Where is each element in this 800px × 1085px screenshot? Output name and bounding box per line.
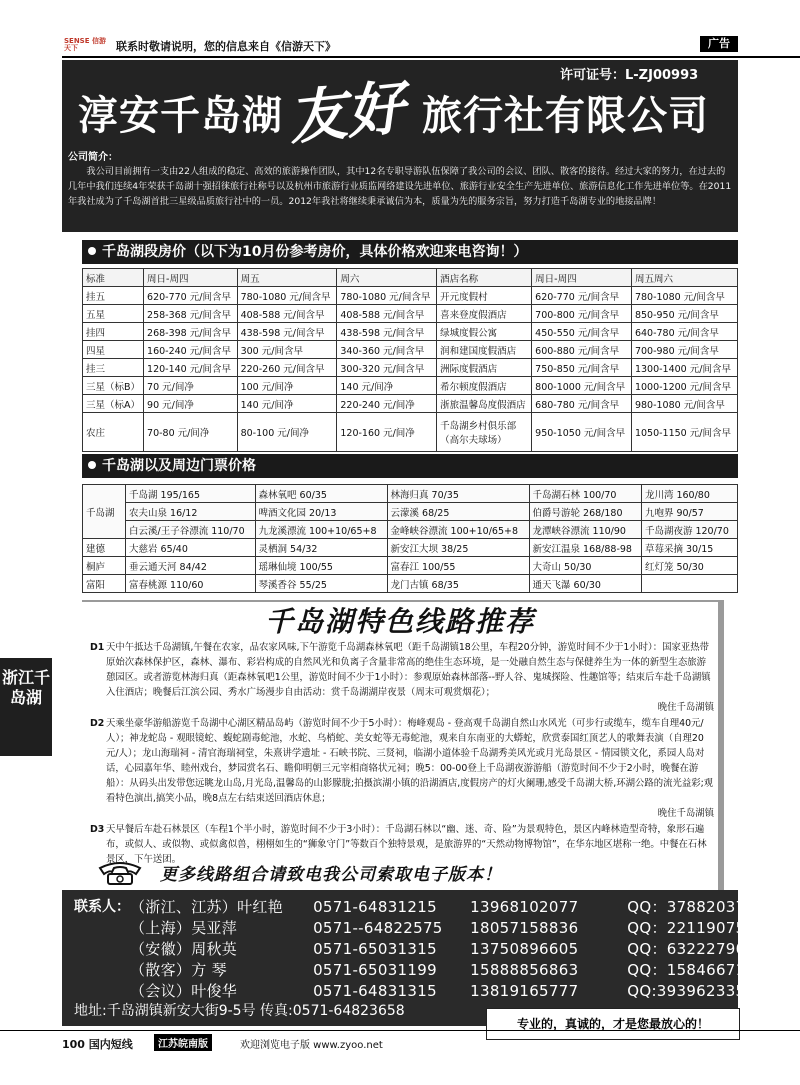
contact-mobile[interactable]: 13750896605 <box>470 940 579 958</box>
table-cell: 408-588 元/间含早 <box>337 305 437 323</box>
contact-person <box>130 938 308 959</box>
route-day-1 <box>90 640 714 715</box>
table-cell: 喜来登度假酒店 <box>437 305 532 323</box>
contact-row <box>130 917 765 938</box>
contact-region: （会议） <box>130 982 192 1000</box>
contact-note: 联系时敬请说明，您的信息来自《信游天下》 <box>116 40 336 53</box>
table-row <box>83 287 738 305</box>
table-cell: 云濛溪 68/25 <box>387 503 529 521</box>
contact-name: 吴亚萍 <box>191 919 238 937</box>
table-cell: 300 元/间含早 <box>237 341 337 359</box>
table-cell: 龙川湾 160/80 <box>641 485 737 503</box>
table-header-cell: 标准 <box>83 269 144 287</box>
contact-qq[interactable]: QQ：378820376 <box>627 898 756 916</box>
table-cell: 438-598 元/间含早 <box>337 323 437 341</box>
table-row <box>83 395 738 413</box>
contact-region: （上海） <box>130 919 192 937</box>
room-price-title: 千岛湖段房价（以下为10月份参考房价，具体价格欢迎来电咨询！） <box>102 244 528 260</box>
contact-qq[interactable]: QQ：2211907542 <box>627 919 766 937</box>
table-cell: 340-360 元/间含早 <box>337 341 437 359</box>
contact-mobile[interactable]: 15888856863 <box>470 961 579 979</box>
ticket-price-table <box>82 484 738 593</box>
table-cell: 1050-1150 元/间含早 <box>631 413 737 452</box>
table-cell: 森林氧吧 60/35 <box>255 485 387 503</box>
routes-list <box>90 640 714 868</box>
table-row <box>83 521 738 539</box>
contact-qq[interactable]: QQ:393962335 <box>627 982 746 1000</box>
table-cell: 1300-1400 元/间含早 <box>631 359 737 377</box>
intro-heading: 公司简介： <box>68 152 118 163</box>
region-sidebar: 浙江千岛湖 <box>0 658 52 756</box>
table-cell: 新安江大坝 38/25 <box>387 539 529 557</box>
table-cell: 红灯笼 50/30 <box>641 557 737 575</box>
table-row <box>83 323 738 341</box>
table-cell: 70 元/间净 <box>144 377 238 395</box>
contact-tel[interactable]: 0571-64831215 <box>313 898 437 916</box>
table-cell: 瑶琳仙境 100/55 <box>255 557 387 575</box>
table-cell: 四星 <box>83 341 144 359</box>
table-row <box>83 557 738 575</box>
table-header-cell: 周六 <box>337 269 437 287</box>
ticket-price-title: 千岛湖以及周边门票价格 <box>102 458 256 474</box>
table-cell: 琴溪香谷 55/25 <box>255 575 387 593</box>
company-slogan: 专业的，真诚的，才是您最放心的！ <box>486 1008 740 1040</box>
contact-region: （浙江、江苏） <box>130 898 238 916</box>
table-cell: 绿城度假公寓 <box>437 323 532 341</box>
table-cell: 70-80 元/间净 <box>144 413 238 452</box>
route-day-label: D2 <box>90 718 105 729</box>
contact-mobile[interactable]: 13819165777 <box>470 982 579 1000</box>
table-cell: 120-160 元/间净 <box>337 413 437 452</box>
table-cell: 780-1080 元/间含早 <box>631 287 737 305</box>
table-cell: 1000-1200 元/间含早 <box>631 377 737 395</box>
table-cell: 大奇山 50/30 <box>529 557 641 575</box>
table-cell: 680-780 元/间含早 <box>532 395 632 413</box>
route-day-label: D1 <box>90 642 105 653</box>
route-stay: 晚住千岛湖镇 <box>657 808 714 819</box>
table-cell: 750-850 元/间含早 <box>532 359 632 377</box>
table-cell: 620-770 元/间含早 <box>532 287 632 305</box>
edition-badge: 江苏皖南版 <box>154 1034 212 1051</box>
route-text: 天中午抵达千岛湖镇,午餐在农家，品农家风味,下午游览千岛湖森林氧吧（距千岛湖镇18公里，车程20分钟，游览时间不少于1小时）：国家亚热带原始次森林保护区，森林、瀑布、彩岩构成的自然风光和负离子含量非常高的绝佳生态环境，是一处融自然生态与保健养生为一体的新型生态旅游憩园区。或者游览林海归真（距森林氧吧1公里，游览时间不少于1小时）：参观原始森林部落--野人谷、鬼城探险、性趣馆等；结束后车赴千岛湖镇入住酒店；晚餐后江滨公园、秀水广场漫步自由活动：赏千岛湖湖岸夜景（周末可观赏烟花）； <box>106 642 711 698</box>
more-routes-line: 更多线路组合请致电我公司索取电子版本！ <box>160 865 502 885</box>
room-price-heading <box>82 240 738 264</box>
table-cell: 620-770 元/间含早 <box>144 287 238 305</box>
table-cell: 700-980 元/间含早 <box>631 341 737 359</box>
bullet-icon <box>88 247 96 255</box>
table-cell: 开元度假村 <box>437 287 532 305</box>
table-cell: 600-880 元/间含早 <box>532 341 632 359</box>
table-cell: 千岛湖夜游 120/70 <box>641 521 737 539</box>
table-cell: 大慈岩 65/40 <box>126 539 256 557</box>
table-cell: 浙旅温馨岛度假酒店 <box>437 395 532 413</box>
table-cell: 700-800 元/间含早 <box>532 305 632 323</box>
table-cell: 80-100 元/间净 <box>237 413 337 452</box>
footer-divider <box>0 1030 800 1031</box>
table-cell: 啤酒文化园 20/13 <box>255 503 387 521</box>
table-cell: 三星（标A） <box>83 395 144 413</box>
region-cell: 桐庐 <box>83 557 126 575</box>
routes-title: 千岛湖特色线路推荐 <box>264 605 535 638</box>
table-row <box>83 341 738 359</box>
table-header-cell: 周日-周四 <box>532 269 632 287</box>
contact-tel[interactable]: 0571--64822575 <box>313 919 443 937</box>
company-title-calligraphy: 友好 <box>285 73 408 153</box>
table-cell: 挂三 <box>83 359 144 377</box>
table-row <box>83 359 738 377</box>
table-row <box>83 305 738 323</box>
contact-name: 方 琴 <box>191 961 227 979</box>
table-row <box>83 413 738 452</box>
table-cell: 三星（标B） <box>83 377 144 395</box>
footer-url[interactable]: 欢迎浏览电子版 www.zyoo.net <box>240 1040 383 1051</box>
company-intro <box>68 148 732 224</box>
contact-person <box>130 917 308 938</box>
region-cell: 千岛湖 <box>83 485 126 539</box>
table-cell: 120-140 元/间含早 <box>144 359 238 377</box>
table-row <box>83 377 738 395</box>
table-cell: 980-1080 元/间含早 <box>631 395 737 413</box>
contact-tel[interactable]: 0571-65031315 <box>313 940 437 958</box>
contact-region: （散客） <box>130 961 192 979</box>
table-row <box>83 503 738 521</box>
table-cell: 640-780 元/间含早 <box>631 323 737 341</box>
contact-row <box>130 959 765 980</box>
table-cell: 通天飞瀑 60/30 <box>529 575 641 593</box>
table-cell: 140 元/间净 <box>237 395 337 413</box>
table-cell: 希尔顿度假酒店 <box>437 377 532 395</box>
contact-row <box>130 980 745 1001</box>
table-cell: 220-240 元/间净 <box>337 395 437 413</box>
table-cell: 800-1000 元/间含早 <box>532 377 632 395</box>
contact-name: 周秋英 <box>191 940 238 958</box>
contact-name: 叶红艳 <box>237 898 284 916</box>
table-cell: 408-588 元/间含早 <box>237 305 337 323</box>
table-cell: 850-950 元/间含早 <box>631 305 737 323</box>
table-cell: 龙潭峡谷漂流 110/90 <box>529 521 641 539</box>
table-header-cell: 周五 <box>237 269 337 287</box>
company-address: 地址:千岛湖镇新安大街9-5号 传真:0571-64823658 <box>74 1003 405 1019</box>
table-cell: 千岛湖石林 100/70 <box>529 485 641 503</box>
table-cell: 九咆界 90/57 <box>641 503 737 521</box>
bullet-icon <box>88 461 96 469</box>
contact-name: 叶俊华 <box>191 982 238 1000</box>
contact-qq[interactable]: QQ：632227902 <box>627 940 756 958</box>
table-row <box>83 485 738 503</box>
table-cell: 挂四 <box>83 323 144 341</box>
contact-row <box>130 896 755 917</box>
table-cell: 草莓采摘 30/15 <box>641 539 737 557</box>
room-price-table <box>82 268 738 452</box>
ad-tag: 广告 <box>700 36 738 52</box>
table-cell: 160-240 元/间含早 <box>144 341 238 359</box>
company-title-part2: 旅行社有限公司 <box>422 93 709 139</box>
table-cell: 千岛湖乡村俱乐部（高尔夫球场） <box>437 413 532 452</box>
table-cell: 农夫山泉 16/12 <box>126 503 256 521</box>
publication-logo: SENSE 信游天下 <box>64 37 106 52</box>
contact-qq[interactable]: QQ：1584667169 <box>627 961 766 979</box>
table-header-row <box>83 269 738 287</box>
table-cell: 100 元/间净 <box>237 377 337 395</box>
table-cell: 垂云通天河 84/42 <box>126 557 256 575</box>
table-row <box>83 575 738 593</box>
table-cell: 千岛湖 195/165 <box>126 485 256 503</box>
telephone-icon <box>96 858 144 886</box>
table-cell: 新安江温泉 168/88-98 <box>529 539 641 557</box>
table-cell: 富春江 100/55 <box>387 557 529 575</box>
table-cell: 268-398 元/间含早 <box>144 323 238 341</box>
region-cell: 富阳 <box>83 575 126 593</box>
table-cell: 龙门古镇 68/35 <box>387 575 529 593</box>
table-cell: 140 元/间净 <box>337 377 437 395</box>
company-title-part1: 淳安千岛湖 <box>78 93 283 139</box>
table-cell: 300-320 元/间含早 <box>337 359 437 377</box>
region-cell: 建德 <box>83 539 126 557</box>
table-cell: 438-598 元/间含早 <box>237 323 337 341</box>
route-text: 天乘坐豪华游船游览千岛湖中心湖区精品岛屿（游览时间不少于5小时）：梅峰观岛 - 登高观千岛湖自然山水风光（可步行或缆车，缆车自理40元/人）；神龙蛇岛 - 观眼镜蛇、蝮蛇剧毒蛇池，水蛇、乌梢蛇、美女蛇等无毒蛇池，观来自东南亚的大蟒蛇，欣赏泰国红顶艺人的歌舞表演（自理20元/人）；龙山海瑞祠 - 清官海瑞祠堂，朱熹讲学遗址 - 石峡书院、三贤祠，临湖小道体验千岛湖秀美风光或月光岛景区 - 情园锁文化，系园人岛对话，心园嘉年华、睦州戏台，梦园赏名石、瞻仰明朝三元宰相商辂状元祠；晚5：00-00登上千岛湖夜游游船（游览时间不少于2小时，晚餐在游船）：从码头出发带您远眺龙山岛,月光岛,温馨岛的山影朦胧;拍摄滨湖小镇的沿湖酒店,度假房产的灯火阑珊,感受千岛湖大桥,环湖公路的流光益彩;观看特色演出,搞笑小品，晚8点左右结束送回酒店休息； <box>106 718 714 804</box>
route-text: 天早餐后车赴石林景区（车程1个半小时，游览时间不少于3小时）：千岛湖石林以“幽、迷、奇、险”为景观特色，景区内峰林造型奇特，象形石遍布，或似人、或似物、或似禽似兽，栩栩如生的“狮象守门”等数百个独特景观，是旅游界的“天然动物博物馆”，在华东地区堪称一绝。中餐在石林景区，下午送团。 <box>106 824 707 865</box>
table-cell: 450-550 元/间含早 <box>532 323 632 341</box>
contact-row <box>130 938 755 959</box>
contact-region: （安徽） <box>130 940 192 958</box>
table-cell: 林海归真 70/35 <box>387 485 529 503</box>
table-row <box>83 539 738 557</box>
table-cell: 90 元/间净 <box>144 395 238 413</box>
table-cell: 农庄 <box>83 413 144 452</box>
license-number: 许可证号：L-ZJ00993 <box>560 68 699 83</box>
contact-tel[interactable]: 0571-65031199 <box>313 961 437 979</box>
table-cell: 伯爵号游轮 268/180 <box>529 503 641 521</box>
table-cell: 白云溪/王子谷漂流 110/70 <box>126 521 256 539</box>
route-stay: 晚住千岛湖镇 <box>657 702 714 713</box>
table-cell: 灵栖洞 54/32 <box>255 539 387 557</box>
contact-mobile[interactable]: 18057158836 <box>470 919 579 937</box>
table-cell: 挂五 <box>83 287 144 305</box>
contact-tel[interactable]: 0571-64831315 <box>313 982 437 1000</box>
table-cell: 金峰峡谷漂流 100+10/65+8 <box>387 521 529 539</box>
ticket-price-heading <box>82 454 738 478</box>
table-cell: 780-1080 元/间含早 <box>337 287 437 305</box>
contact-person <box>130 980 308 1001</box>
table-cell: 950-1050 元/间含早 <box>532 413 632 452</box>
contact-mobile[interactable]: 13968102077 <box>470 898 579 916</box>
table-cell: 780-1080 元/间含早 <box>237 287 337 305</box>
table-cell: 富春桃源 110/60 <box>126 575 256 593</box>
table-header-cell: 周五周六 <box>631 269 737 287</box>
intro-text: 我公司目前拥有一支由22人组成的稳定、高效的旅游操作团队，其中12名专职导游队伍保障了我公司的会议、团队、散客的接待。经过大家的努力，在过去的几年中我们连续4年荣获千岛湖十强招徕旅行社称号以及杭州市旅游行业质监网络建设先进单位、旅游行业安全生产先进单位、旅游信息化工作先进单位等。在2011年我社成为了千岛湖首批三星级品质旅行社中的一员。2012年我社将继续秉承诚信为本，质量为先的服务宗旨，努力打造千岛湖专业的地接品牌！ <box>68 166 732 207</box>
table-cell: 258-368 元/间含早 <box>144 305 238 323</box>
contact-person <box>130 959 308 980</box>
contact-label: 联系人： <box>74 899 130 915</box>
table-cell <box>641 575 737 593</box>
page-number: 100 国内短线 <box>62 1038 133 1051</box>
table-cell: 润和建国度假酒店 <box>437 341 532 359</box>
contact-person <box>130 896 308 917</box>
table-header-cell: 周日-周四 <box>144 269 238 287</box>
table-cell: 洲际度假酒店 <box>437 359 532 377</box>
table-cell: 220-260 元/间含早 <box>237 359 337 377</box>
table-header-cell: 酒店名称 <box>437 269 532 287</box>
table-cell: 五星 <box>83 305 144 323</box>
route-day-2 <box>90 716 714 821</box>
table-cell: 九龙溪漂流 100+10/65+8 <box>255 521 387 539</box>
route-day-label: D3 <box>90 824 105 835</box>
